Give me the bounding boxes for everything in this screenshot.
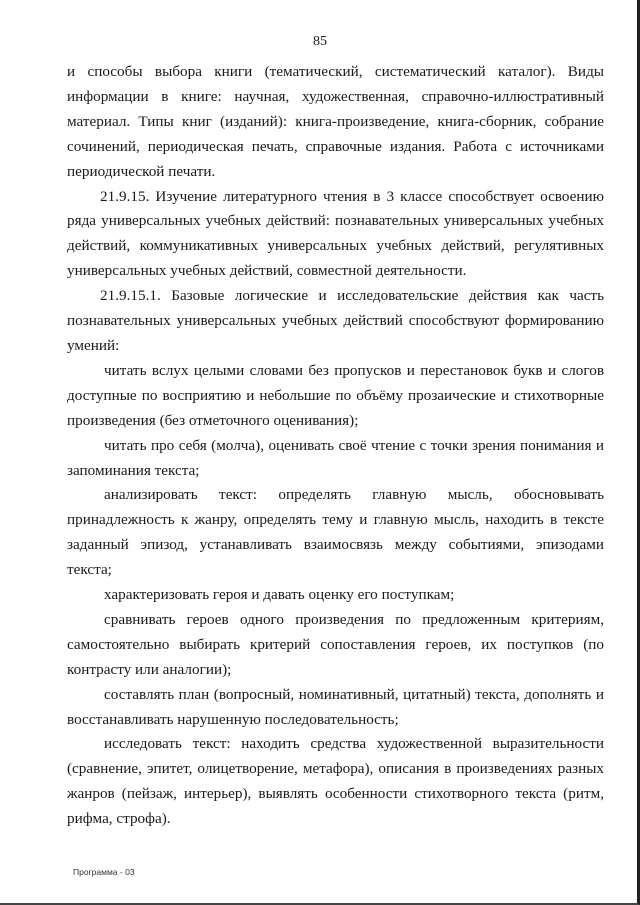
paragraph-21-9-15: 21.9.15. Изучение литературного чтения в 3 классе способствует освоению ряда универсальных учебных действий: познавательных универсальных учебных действий, коммуникативных универсальных учебных действий, регулятивных универсальных учебных действий, совместной деятельности. <box>67 187 604 280</box>
list-item-characterize-hero: характеризовать героя и давать оценку его поступкам; <box>104 586 455 604</box>
list-item-analyze-text: анализировать текст: определять главную мысль, обосновывать принадлежность к жанру, определять тему и главную мысль, находить в тексте заданный эпизод, устанавливать взаимосвязь между событиями, эпизодами текста; <box>67 486 604 579</box>
list-item-read-aloud: читать вслух целыми словами без пропусков и перестановок букв и слогов доступные по восприятию и небольшие по объёму прозаические и стихотворные произведения (без отметочного оценивания); <box>67 361 604 429</box>
list-item-read-silently: читать про себя (молча), оценивать своё чтение с точки зрения понимания и запоминания текста; <box>67 436 604 479</box>
list-item-compare-heroes: сравнивать героев одного произведения по предложенным критериям, самостоятельно выбирать критерий сопоставления героев, их поступков (по контрасту или аналогии); <box>67 610 604 678</box>
list-item-research-text: исследовать текст: находить средства художественной выразительности (сравнение, эпитет, олицетворение, метафора), описания в произведениях разных жанров (пейзаж, интерьер), выявлять особенности стихотворного текста (ритм, рифма, строфа). <box>67 735 604 828</box>
footer-program-label: Программа - 03 <box>73 867 135 877</box>
page-number: 85 <box>313 34 327 49</box>
body-text <box>67 60 604 832</box>
list-item-make-plan: составлять план (вопросный, номинативный, цитатный) текста, дополнять и восстанавливать нарушенную последовательность; <box>67 685 604 728</box>
paragraph-21-9-15-1: 21.9.15.1. Базовые логические и исследовательские действия как часть познавательных универсальных учебных действий способствуют формированию умений: <box>67 287 604 354</box>
paragraph-catalog-continuation: и способы выбора книги (тематический, систематический каталог). Виды информации в книге: научная, художественная, справочно-иллюстративный материал. Типы книг (изданий): книга-произведение, книга-сборник, собрание сочинений, периодическая печать, справочные издания. Работа с источниками периодической печати. <box>67 63 604 180</box>
